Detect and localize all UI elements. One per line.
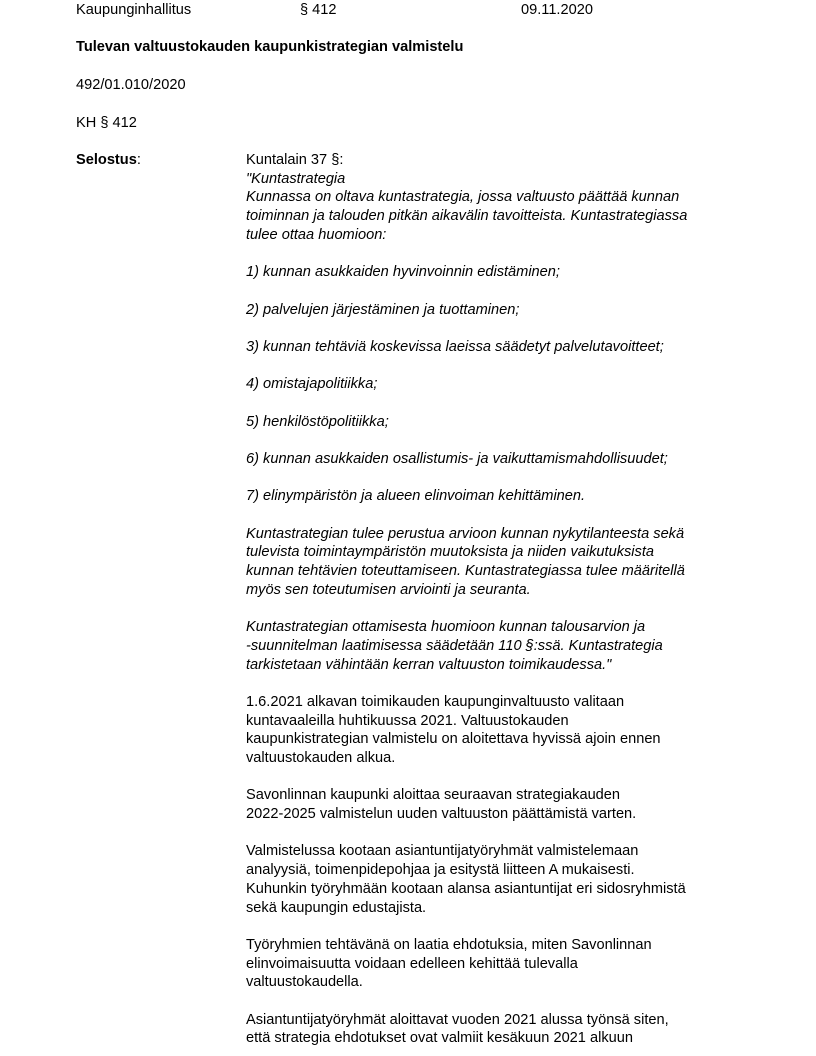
spacer [246,282,766,301]
body-paragraph-line: Työryhmien tehtävänä on laatia ehdotuksia, miten Savonlinnan [246,936,652,953]
body-paragraph-line: analyysiä, toimenpidepohjaa ja esitystä liitteen A mukaisesti. [246,862,635,879]
body-paragraph-line: Valmistelussa kootaan asiantuntijatyöryhmät valmistelemaan [246,843,639,860]
body-paragraph-line: valtuustokaudella. [246,974,363,991]
body-paragraph-line: sekä kaupungin edustajista. [246,899,427,916]
body-paragraph-line: 1.6.2021 alkavan toimikauden kaupunginvaltuusto valitaan [246,693,625,710]
quote-paragraph-line: -suunnitelman laatimisessa säädetään 110 §:ssä. Kuntastrategia [246,637,663,654]
section-number: § 412 [300,2,337,18]
spacer [246,917,766,936]
spacer [246,469,766,488]
body-paragraph-line: Kuhunkin työryhmään kootaan alansa asiantuntijat eri sidosryhmistä [246,880,686,897]
quote-list-item: 6) kunnan asukkaiden osallistumis- ja vaikuttamismahdollisuudet; [246,451,668,467]
spacer [246,824,766,843]
spacer [246,992,766,1011]
spacer [246,506,766,525]
diary-number: 492/01.010/2020 [76,77,186,93]
spacer [246,674,766,693]
spacer [246,319,766,338]
quote-list-item: 2) palvelujen järjestäminen ja tuottaminen; [246,301,520,318]
body-paragraph-line: elinvoimaisuutta voidaan edelleen kehittää tulevalla [246,955,578,972]
quote-paragraph-line: tarkistetaan vähintään kerran valtuuston toimikaudessa." [246,656,612,673]
body-paragraph-line: valtuustokauden alkua. [246,750,396,766]
content-column [246,151,766,1048]
spacer [246,768,766,787]
body-paragraph-line: 2022-2025 valmistelun uuden valtuuston päättämistä varten. [246,806,637,823]
quote-paragraph-line: kunnan tehtävien toteuttamiseen. Kuntastrategiassa tulee määritellä [246,563,685,580]
body-paragraph-line: että strategia ehdotukset ovat valmiit kesäkuun 2021 alkuun [246,1030,633,1047]
quote-paragraph-line: Kuntastrategian tulee perustua arvioon kunnan nykytilanteesta sekä [246,525,685,542]
document-body-name: Kaupunginhallitus [76,2,192,18]
quote-list-item: 4) omistajapolitiikka; [246,376,378,393]
quote-list-item: 3) kunnan tehtäviä koskevissa laeissa säädetyt palvelutavoitteet; [246,338,664,355]
body-paragraph-line: Savonlinnan kaupunki aloittaa seuraavan strategiakauden [246,787,621,804]
quote-paragraph-line: tulevista toimintaympäristön muutoksista ja niiden vaikutuksista [246,544,654,561]
spacer [246,431,766,450]
body-paragraph-line: kuntavaaleilla huhtikuussa 2021. Valtuustokauden [246,712,569,729]
selostus-label: Selostus: [76,152,141,168]
spacer [246,600,766,619]
quote-lead-line: toiminnan ja talouden pitkän aikavälin tavoitteista. Kuntastrategiassa [246,208,688,225]
spacer [246,244,766,263]
quote-list-item: 5) henkilöstöpolitiikka; [246,413,389,430]
quote-paragraph-line: myös sen toteutumisen arviointi ja seuranta. [246,581,531,598]
intro-line: Kuntalain 37 §: [246,152,344,168]
spacer [246,394,766,413]
quote-list-item: 7) elinympäristön ja alueen elinvoiman kehittäminen. [246,488,586,505]
quote-lead-line: Kunnassa on oltava kuntastrategia, jossa valtuusto päättää kunnan [246,189,680,206]
quote-list-item: 1) kunnan asukkaiden hyvinvoinnin edistäminen; [246,264,560,281]
quote-heading: "Kuntastrategia [246,170,346,187]
kh-section: KH § 412 [76,115,137,131]
body-paragraph-line: kaupunkistrategian valmistelu on aloitettava hyvissä ajoin ennen [246,731,661,748]
document-title: Tulevan valtuustokauden kaupunkistrategian valmistelu [76,39,464,55]
body-paragraph-line: Asiantuntijatyöryhmät aloittavat vuoden 2021 alussa työnsä siten, [246,1011,669,1028]
meeting-date: 09.11.2020 [521,2,593,18]
quote-lead-line: tulee ottaa huomioon: [246,226,387,243]
spacer [246,357,766,376]
quote-paragraph-line: Kuntastrategian ottamisesta huomioon kunnan talousarvion ja [246,619,646,636]
